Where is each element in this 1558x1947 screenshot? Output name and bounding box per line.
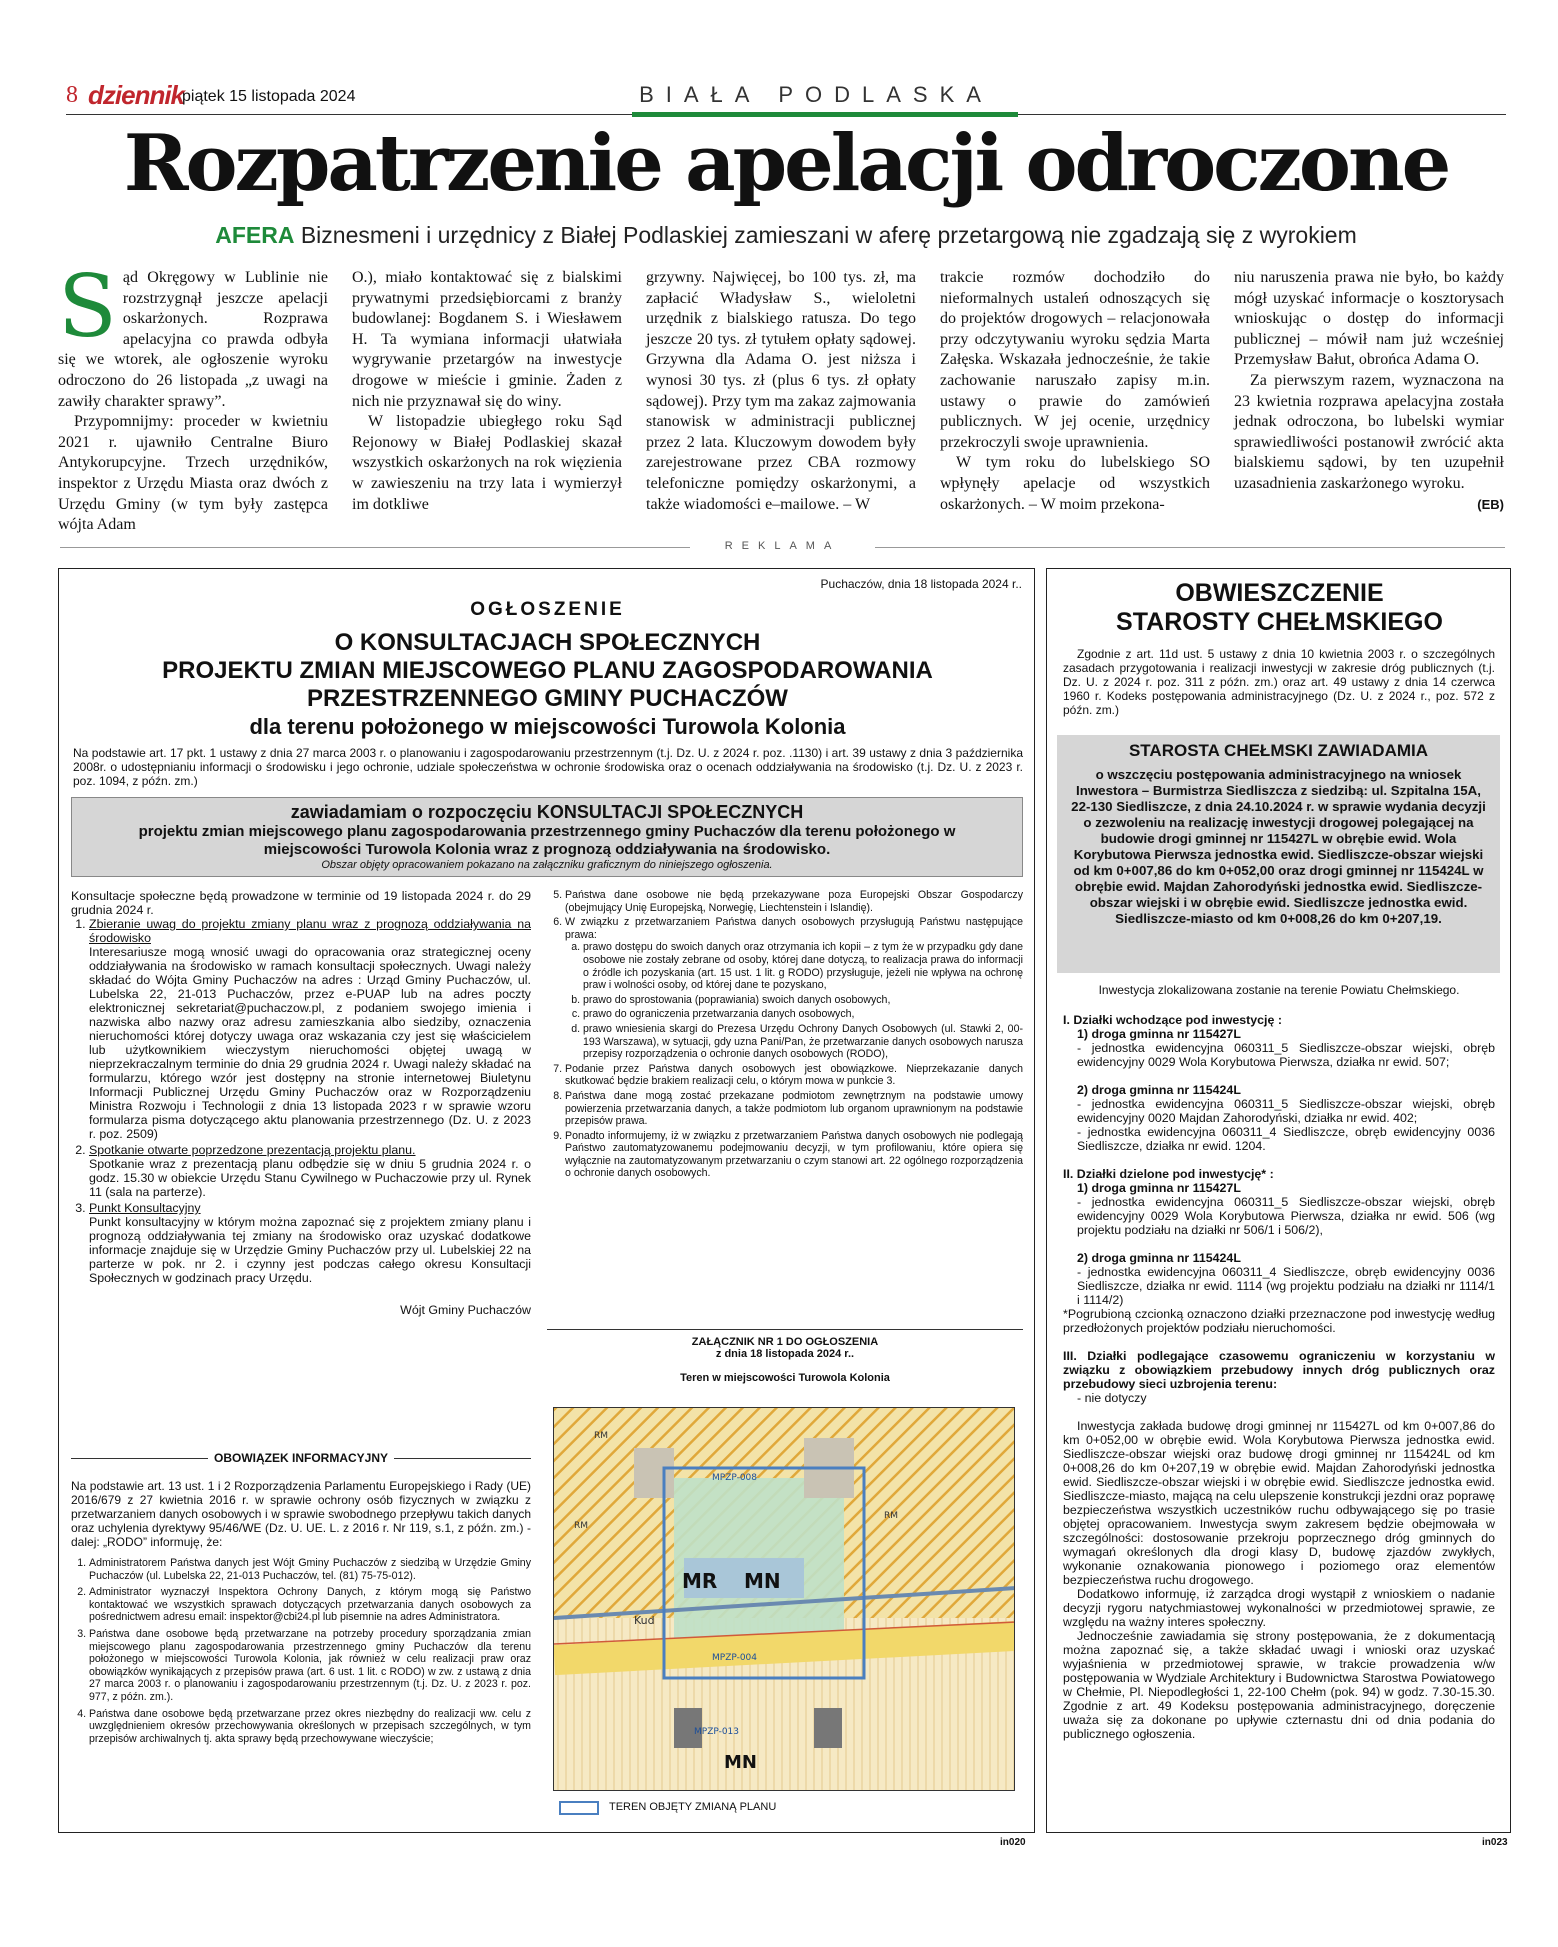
article-headline: Rozpatrzenie apelacji odroczone: [123, 118, 1449, 209]
page-header: [66, 82, 1506, 112]
advertising-label: REKLAMA: [724, 540, 841, 552]
map-legend: [553, 1797, 1015, 1819]
map-label: Kud: [634, 1614, 655, 1627]
paragraph: Za pierwszym razem, wyznaczona na 23 kwietnia rozprawa apelacyjna została jednak odroczona, bo lubelski wymiar sprawiedliwości postanowił zwrócić akta bialskiemu sądowi, by ten uzupełnił uzasadnienia zaskarżonego wyroku. (EB): [1234, 371, 1504, 495]
article-column-5: [1234, 268, 1504, 515]
starost-announcement-ad: [1046, 568, 1511, 1833]
list-item: b. prawo do sprostowania (poprawiania) swoich danych osobowych,: [583, 994, 1023, 1007]
map-label: MR: [682, 1569, 718, 1593]
author-signature: (EB): [1477, 496, 1504, 512]
zoning-map: [553, 1407, 1015, 1791]
list-item: 1. Administratorem Państwa danych jest Wójt Gminy Puchaczów z siedzibą w Urzędzie Gminy Puchaczów (ul. Lubelska 22, 21-013 Puchaczów, tel. (81) 75-75-012).: [89, 1557, 531, 1582]
ad-code: in023: [1482, 1837, 1508, 1848]
page-number: 8: [66, 82, 78, 108]
advertising-separator: [60, 540, 1505, 554]
paragraph: O.), miało kontaktować się z bialskimi prywatnymi przedsiębiorcami z branży budowlanej: Bogdanem S. i Wiesławem H. Ta wymiana informacji ułatwiała wygrywanie przetargów na inwestycje drogowe w mieście i gminie. Żaden z nich nie przyznawał się do winy.: [352, 269, 622, 410]
zoning-map-graphic: [554, 1408, 1015, 1791]
rodo-continued: [547, 889, 1023, 1182]
list-item: 4. Państwa dane osobowe będą przetwarzane przez okres niezbędny do realizacji ww. celu z uwzględnieniem okresów przechowywania określonych w przepisach szczególnych, w tym przepisów archiwalnych tj. akta sprawy będą przechowywane wieczyście;: [89, 1708, 531, 1746]
announcement-highlight-box: STAROSTA CHEŁMSKI ZAWIADAMIA o wszczęciu postępowania administracyjnego na wniosek Inwestora – Burmistrza Siedliszcza z siedzibą: ul. Szpitalna 15A, 22-130 Siedliszcze, z dnia 24.10.2024 r. w sprawie wydania decyzji o zezwoleniu na realizację inwestycji drogowej polegającej na budowie drogi gminnej nr 115427L w obrębie ewid. Wola Korybutowa Pierwsza jednostka ewid. Siedliszcze-obszar wiejski od km 0+007,86 do km 0+052,00 oraz drogi gminnej nr 115424L w obrębie ewid. Majdan Zahorodyński jednostka ewid. Siedliszcze-obszar wiejski i w obrębie ewid. Siedliszcze jednostka ewid. Siedliszcze-miasto od km 0+008,26 do km 0+207,19.: [1057, 735, 1500, 973]
list-item: 7. Podanie przez Państwa danych osobowych jest obowiązkowe. Nieprzekazanie danych skutkować będzie brakiem realizacji celu, o którym mowa w punkcie 3.: [565, 1063, 1023, 1088]
ad-code: in020: [1000, 1837, 1026, 1848]
consultation-details: Konsultacje społeczne będą prowadzone w terminie od 19 listopada 2024 r. do 29 grudnia 2024 r. 1. Zbieranie uwag do projektu zmiany planu wraz z prognozą oddziaływania na środowisko Interesariusze mogą wnosić uwagi do opracowania oraz strategicznej oceny oddziaływania na środowisko w ramach konsultacji społecznych. Uwagi należy składać do Wójta Gminy Puchaczów na adres : Urząd Gminy Puchaczów, ul. Lubelska 22, 21-013 Puchaczów, przez e-PUAP lub na adres poczty elektronicznej sekretariat@puchaczow.pl, z podaniem swojego imienia i nazwiska albo nazwy oraz adresu zamieszkania albo siedziby, oznaczenia nieruchomości której dotyczy uwaga oraz wskazania czy jest się właścicielem lub użytkownikiem wieczystym nieruchomości objętej uwagą w nieprzekraczalnym terminie do dnia 29 grudnia 2024 r. Uwagi należy składać na formularzu, którego wzór jest dostępny na stronie internetowej Biuletynu Informacji Publicznej Urzędu Gminy Puchaczów oraz w Rozporządzeniu Ministra Rozwoju i Technologii z dnia 13 listopada 2023 r w sprawie wzoru formularza pisma dotyczącego aktu planowania przestrzennego (Dz. U. z 2023 r. poz. 2509) 2. Spotkanie otwarte poprzedzone prezentacją projektu planu. Spotkanie wraz z prezentacją planu odbędzie się w dniu 5 grudnia 2024 r. o godz. 15.30 w obiekcie Urzędu Stanu Cywilnego w Puchaczowie przy ul. Rynek 11 (sala na parterze). 3. Punkt Konsultacyjny Punkt konsultacyjny w którym można zapoznać się z projektem zmiany planu i prognozą oddziaływania tej zmiany na środowisko oraz uzyskać dodatkowe informacje znajduje się w Urzędzie Gminy Puchaczów przy ul. Lubelskiej 22 na parterze w pok. nr 2. i czynny jest podczas całego okresu Konsultacji Społecznych w godzinach pracy Urzędu. Wójt Gminy Puchaczów: [71, 889, 531, 1317]
legend-swatch: [559, 1801, 599, 1815]
article-body: [58, 257, 1508, 538]
notice-highlight-box: zawiadamiam o rozpoczęciu KONSULTACJI SPOŁECZNYCH projektu zmian miejscowego planu zagospodarowania przestrzennego gminy Puchaczów dla terenu położonego w miejscowości Turowola Kolonia wraz z prognozą oddziaływania na środowisko. Obszar objęty opracowaniem pokazano na załączniku graficznym do niniejszego ogłoszenia.: [71, 797, 1023, 877]
list-item: 3. Punkt Konsultacyjny Punkt konsultacyjny w którym można zapoznać się z projektem zmiany planu i prognozą oddziaływania tej zmiany na środowisko oraz uzyskać dodatkowe informacje znajduje się w Urzędzie Gminy Puchaczów przy ul. Lubelskiej 22 na parterze w pok. nr 2. i czynny jest podczas całego okresu Konsultacji Społecznych w godzinach pracy Urzędu.: [89, 1201, 531, 1285]
list-item: d. prawo wniesienia skargi do Prezesa Urzędu Ochrony Danych Osobowych (ul. Stawki 2, 00-193 Warszawa), w sytuacji, gdy uzna Pani/Pan, że przetwarzanie danych osobowych narusza przepisy rozporządzenia o ochronie danych osobowych (RODO),: [583, 1023, 1023, 1061]
list-item: 9. Ponadto informujemy, iż w związku z przetwarzaniem Państwa danych osobowych nie podlegają Państwo zautomatyzowanemu podejmowaniu decyzji, w tym profilowaniu, które opiera się wyłącznie na zautomatyzowanym przetwarzaniu o czym stanowi art. 22 ogólnego rozporządzenia o ochronie danych osobowych.: [565, 1130, 1023, 1180]
list-item: 6. W związku z przetwarzaniem Państwa danych osobowych przysługują Państwu następujące prawa: a. prawo dostępu do swoich danych oraz otrzymania ich kopii – z tym że w przypadku gdy dane osobowe nie zostały zebrane od osoby, której dane dotyczą, to realizacja prawa do informacji o źródle ich pozyskania (art. 15 ust. 1 lit. g RODO) przysługuje, jeżeli nie wpływa na ochronę praw i wolności osoby, od której dane te pozyskano, b. prawo do sprostowania (poprawiania) swoich danych osobowych, c. prawo do ograniczenia przetwarzania danych osobowych, d. prawo wniesienia skargi do Prezesa Urzędu Ochrony Danych Osobowych (ul. Stawki 2, 00-193 Warszawa), w sytuacji, gdy uzna Pani/Pan, że przetwarzanie danych osobowych narusza przepisy rozporządzenia o ochronie danych osobowych (RODO),: [565, 916, 1023, 1061]
article-column-3: [646, 268, 916, 515]
announcement-legal-basis: Zgodnie z art. 11d ust. 5 ustawy z dnia 10 kwietnia 2003 r. o szczególnych zasadach przygotowania i realizacji inwestycji w zakresie dróg publicznych (t.j. Dz. U. z 2024 r. poz. 311 z późn. zm.) oraz art. 49 ustawy z dnia 14 czerwca 1960 r. Kodeks postępowania administracyjnego (Dz. U. z 2024 r., poz. 572 z późn. zm.): [1063, 647, 1495, 717]
paragraph: Przypomnijmy: proceder w kwietniu 2021 r. ujawniło Centralne Biuro Antykorupcyjne. Trzech urzędników, inspektor z Urzędu Miasta oraz dwóch z Urzędu Gminy (w tym były zastępca wójta Adam: [58, 413, 328, 534]
mayor-signature: Wójt Gminy Puchaczów: [400, 1303, 531, 1317]
legend-label: TEREN OBJĘTY ZMIANĄ PLANU: [609, 1801, 777, 1813]
notice-title: O KONSULTACJACH SPOŁECZNYCH PROJEKTU ZMIAN MIEJSCOWEGO PLANU ZAGOSPODAROWANIA PRZESTRZENNEGO GMINY PUCHACZÓW dla terenu położonego w miejscowości Turowola Kolonia: [162, 629, 933, 739]
paragraph: ąd Okręgowy w Lublinie nie rozstrzygnął jeszcze apelacji oskarżonych. Rozprawa apelacyjna co prawda odbyła się we wtorek, ale ogłoszenie wyroku odroczono do 26 listopada „z uwagi na zawiły charakter sprawy”.: [58, 269, 328, 410]
obligation-heading: OBOWIĄZEK INFORMACYJNY: [71, 1451, 531, 1465]
map-label: MPZP-013: [694, 1727, 740, 1737]
map-label: RM: [594, 1431, 609, 1441]
paragraph: niu naruszenia prawa nie było, bo każdy mógł uzyskać informacje o kosztorysach wnioskując o dostęp do informacji publicznej – mówił nam już wcześniej Przemysław Bałut, obrońca Adama O.: [1234, 269, 1504, 369]
deck-keyword: AFERA: [215, 222, 295, 248]
notice-dateline: Puchaczów, dnia 18 listopada 2024 r..: [820, 577, 1022, 591]
notice-legal-basis: Na podstawie art. 17 pkt. 1 ustawy z dnia 27 marca 2003 r. o planowaniu i zagospodarowaniu przestrzennym (t.j. Dz. U. z 2024 r. poz. .1130) i art. 39 ustawy z dnia 3 października 2008r. o udostępnianiu informacji o środowisku i jego ochronie, udziale społeczeństwa w ochronie środowiska oraz o ocenach oddziaływania na środowisko (t.j. Dz. U. z 2023 r. poz. 1094, z późn. zm.): [73, 746, 1023, 788]
list-item: 2. Spotkanie otwarte poprzedzone prezentacją projektu planu. Spotkanie wraz z prezentacją planu odbędzie się w dniu 5 grudnia 2024 r. o godz. 15.30 w obiekcie Urzędu Stanu Cywilnego w Puchaczowie przy ul. Rynek 11 (sala na parterze).: [89, 1143, 531, 1199]
annex-heading: ZAŁĄCZNIK NR 1 DO OGŁOSZENIA z dnia 18 listopada 2024 r.. Teren w miejscowości Turowola Kolonia: [547, 1329, 1023, 1384]
list-item: 5. Państwa dane osobowe nie będą przekazywane poza Europejski Obszar Gospodarczy (obejmujący Unię Europejską, Norwegię, Liechtenstein i Islandię).: [565, 889, 1023, 914]
drop-cap: S: [58, 257, 117, 357]
notice-label: OGŁOSZENIE: [470, 599, 625, 620]
map-label: MN: [724, 1752, 757, 1773]
obligation-info: Na podstawie art. 13 ust. 1 i 2 Rozporządzenia Parlamentu Europejskiego i Rady (UE) 2016/679 z 27 kwietnia 2016 r. w sprawie ochrony osób fizycznych w związku z przetwarzaniem danych osobowych i w sprawie swobodnego przepływu takich danych oraz uchylenia dyrektywy 95/46/WE (Dz. U. UE. L. z 2016 r. Nr 119, s.1, z późn. zm.) - dalej: „RODO” informuję, że: 1. Administratorem Państwa danych jest Wójt Gminy Puchaczów z siedzibą w Urzędzie Gminy Puchaczów (ul. Lubelska 22, 21-013 Puchaczów, tel. (81) 75-75-012). 2. Administrator wyznaczył Inspektora Ochrony Danych, z którym mogą się Państwo kontaktować we wszystkich sprawach dotyczących przetwarzania danych osobowych za pośrednictwem adresu email: inspektor@cbi24.pl lub pisemnie na adres Administratora. 3. Państwa dane osobowe będą przetwarzane na potrzeby procedury sporządzania zmian miejscowego planu zagospodarowania przestrzennego gminy Puchaczów dla terenu położonego w miejscowości Turowola Kolonia, jak również w celu realizacji praw oraz obowiązków wynikających z przepisów prawa (art. 6 ust. 1 lit. c RODO) w zw. z ustawą z dnia 27 marca 2003 r. o planowaniu i zagospodarowaniu przestrzennym (t.j. Dz. U. z 2023 r. poz. 977, z późn. zm.). 4. Państwa dane osobowe będą przetwarzane przez okres niezbędny do realizacji ww. celu z uwzględnieniem okresów przechowywania określonych w przepisach szczególnych, w tym przepisów archiwalnych tj. akta sprawy będą przechowywane wieczyście;: [71, 1479, 531, 1749]
paragraph: W tym roku do lubelskiego SO wpłynęły apelacje od wszystkich oskarżonych. – W moim przekona-: [940, 454, 1210, 513]
paragraph: trakcie rozmów dochodziło do nieformalnych ustaleń odnoszących się do projektów drogowych – relacjonowała przy odczytywaniu wyroku sędzia Marta Załęska. Wskazała jednocześnie, że takie zachowanie naruszało zapisy m.in. ustawy o prawie do zamówień publicznych. W jej ocenie, urzędnicy przekroczyli swoje uprawnienia.: [940, 269, 1210, 451]
list-item: a. prawo dostępu do swoich danych oraz otrzymania ich kopii – z tym że w przypadku gdy dane osobowe nie zostały zebrane od osoby, której dane dotyczą, to realizacja prawa do informacji o źródle ich pozyskania (art. 15 ust. 1 lit. g RODO) przysługuje, jeżeli nie wpływa na ochronę praw i wolności osoby, od której dane te pozyskano,: [583, 941, 1023, 991]
map-label: MN: [744, 1569, 781, 1593]
list-item: c. prawo do ograniczenia przetwarzania danych osobowych,: [583, 1008, 1023, 1021]
section-title: BIAŁA PODLASKA: [639, 82, 993, 107]
map-label: MPZP-004: [712, 1653, 758, 1663]
list-item: 3. Państwa dane osobowe będą przetwarzane na potrzeby procedury sporządzania zmian miejscowego planu zagospodarowania przestrzennego gminy Puchaczów dla terenu położonego w miejscowości Turowola Kolonia, jak również w celu realizacji praw oraz obowiązków wynikających z przepisów prawa (art. 6 ust. 1 lit. c RODO) w zw. z ustawą z dnia 27 marca 2003 r. o planowaniu i zagospodarowaniu przestrzennym (t.j. Dz. U. z 2023 r. poz. 977, z późn. zm.).: [89, 1628, 531, 1704]
map-label: MPZP-008: [712, 1473, 758, 1483]
map-label: RM: [884, 1511, 899, 1521]
announcement-title: OBWIESZCZENIE STAROSTY CHEŁMSKIEGO: [1116, 579, 1443, 636]
paragraph: grzywny. Najwięcej, bo 100 tys. zł, ma zapłacić Władysław S., wieloletni urzędnik z bialskiego ratusza. Do tego jeszcze 20 tys. zł tytułem opłaty sądowej. Grzywna dla Adama O. jest niższa i wynosi 30 tys. zł (plus 6 tys. zł opłaty sądowej). Przy tym ma zakaz zajmowania stanowisk w administracji publicznej przez 2 lata. Kluczowym dowodem były zarejestrowane przez CBA rozmowy telefoniczne pomiędzy oskarżonymi, a także wiadomości e–mailowe. – W: [646, 269, 916, 513]
issue-date: piątek 15 listopada 2024: [182, 88, 356, 105]
article-column-4: [940, 268, 1210, 515]
paragraph: W listopadzie ubiegłego roku Sąd Rejonowy w Białej Podlaskiej skazał wszystkich oskarżonych na rok więzienia w zawieszeniu na trzy lata i wymierzył im dotkliwe: [352, 413, 622, 513]
investment-location: Inwestycja zlokalizowana zostanie na terenie Powiatu Chełmskiego.: [1098, 983, 1460, 997]
deck-text: Biznesmeni i urzędnicy z Białej Podlaskiej zamieszani w aferę przetargową nie zgadzają się z wyrokiem: [300, 222, 1357, 248]
section-accent-bar: [632, 112, 1018, 117]
list-item: 8. Państwa dane mogą zostać przekazane podmiotom zewnętrznym na podstawie umowy powierzenia przetwarzania danych, a także podmiotom lub organom uprawnionym na podstawie przepisów prawa.: [565, 1090, 1023, 1128]
announcement-body: I. Działki wchodzące pod inwestycję : 1) droga gminna nr 115427L - jednostka ewidencyjna 060311_5 Siedliszcze-obszar wiejski, obręb ewidencyjny 0029 Wola Korybutowa Pierwsza, działka nr ewid. 507; 2) droga gminna nr 115424L - jednostka ewidencyjna 060311_5 Siedliszcze-obszar wiejski, obręb ewidencyjny 0020 Majdan Zahorodyński, działka nr ewid. 402; - jednostka ewidencyjna 060311_4 Siedliszcze, obręb ewidencyjny 0036 Siedliszcze, działka nr ewid. 1204. II. Działki dzielone pod inwestycję* : 1) droga gminna nr 115427L - jednostka ewidencyjna 060311_5 Siedliszcze-obszar wiejski, obręb ewidencyjny 0029 Wola Korybutowa Pierwsza, działka nr ewid. 506 (wg projektu podziału na działki nr 506/1 i 506/2), 2) droga gminna nr 115424L - jednostka ewidencyjna 060311_4 Siedliszcze, obręb ewidencyjny 0036 Siedliszcze, działka nr ewid. 1114 (wg projektu podziału na działki nr 1114/1 i 1114/2) *Pogrubioną czcionką oznaczono działki przeznaczone pod inwestycję według przedłożonych projektów podziału nieruchomości. III. Działki podlegające czasowemu ograniczeniu w korzystaniu w związku z obowiązkiem przebudowy innych dróg publicznych oraz przebudowy sieci uzbrojenia terenu: - nie dotyczy Inwestycja zakłada budowę drogi gminnej nr 115427L od km 0+007,86 do km 0+052,00 w obrębie ewid. Wola Korybutowa Pierwsza jednostka ewid. Siedliszcze-obszar wiejski oraz budowę drogi gminnej nr 115424L od km 0+008,26 do km 0+207,19 w obrębie ewid. Majdan Zahorodyński jednostka ewid. Siedliszcze-obszar wiejski i w obrębie ewid. Siedliszcze jednostka ewid. Siedliszcze-miasto, mającą na celu ulepszenie konstrukcji jezdni oraz poprawę bezpieczeństwa wszystkich uczestników ruchu odbywającego się po trasie objętej opracowaniem. Inwestycja swym zakresem będzie obejmowała w szczególności: dostosowanie przekroju poprzecznego dróg gminnych do wymagań określonych dla drogi klasy D, budowę zjazdów zwykłych, wykonanie oznakowania pionowego i poziomego oraz elementów bezpieczeństwa ruchu drogowego. Dodatkowo informuję, iż zarządca drogi wystąpił z wnioskiem o nadanie decyzji rygoru natychmiastowej wykonalności w przedmiotowej sprawie, ze względu na ważny interes społeczny. Jednocześnie zawiadamia się strony postępowania, że z dokumentacją można zapoznać się, a także składać uwagi i wnioski oraz uzyskać wyjaśnienia w przedmiotowej sprawie, w trakcie prowadzenia w/w postępowania w Wydziale Architektury i Budownictwa Starostwa Powiatowego w Chełmie, Pl. Niepodległości 1, 22-100 Chełm (pok. 94) w godz. 7.30-15.30. Zgodnie z art. 49 Kodeksu postępowania administracyjnego, doręczenie uważa się za dokonane po upływie czternastu dni od dnia podania do publicznego ogłoszenia.: [1063, 1013, 1495, 1741]
list-item: 2. Administrator wyznaczył Inspektora Ochrony Danych, z którym mogą się Państwo kontaktować we wszystkich sprawach dotyczących przetwarzania danych osobowych za pośrednictwem adresu email: inspektor@cbi24.pl lub pisemnie na adres Administratora.: [89, 1586, 531, 1624]
article-column-2: [352, 268, 622, 515]
article-deck: [66, 222, 1506, 249]
consultation-notice-ad: [58, 568, 1035, 1833]
article-column-1: [58, 257, 328, 536]
list-item: 1. Zbieranie uwag do projektu zmiany planu wraz z prognozą oddziaływania na środowisko Interesariusze mogą wnosić uwagi do opracowania oraz strategicznej oceny oddziaływania na środowisko w ramach konsultacji społecznych. Uwagi należy składać do Wójta Gminy Puchaczów na adres : Urząd Gminy Puchaczów, ul. Lubelska 22, 21-013 Puchaczów, przez e-PUAP lub na adres poczty elektronicznej sekretariat@puchaczow.pl, z podaniem swojego imienia i nazwiska albo nazwy oraz adresu zamieszkania albo siedziby, oznaczenia nieruchomości której dotyczy uwaga oraz wskazania czy jest się właścicielem lub użytkownikiem wieczystym nieruchomości objętej uwagą w nieprzekraczalnym terminie do dnia 29 grudnia 2024 r. Uwagi należy składać na formularzu, którego wzór jest dostępny na stronie internetowej Biuletynu Informacji Publicznej Urzędu Gminy Puchaczów oraz w Rozporządzeniu Ministra Rozwoju i Technologii z dnia 13 listopada 2023 r w sprawie wzoru formularza pisma dotyczącego aktu planowania przestrzennego (Dz. U. z 2023 r. poz. 2509): [89, 917, 531, 1141]
dziennik-logo: dziennik: [88, 80, 185, 110]
map-label: RM: [574, 1521, 589, 1531]
